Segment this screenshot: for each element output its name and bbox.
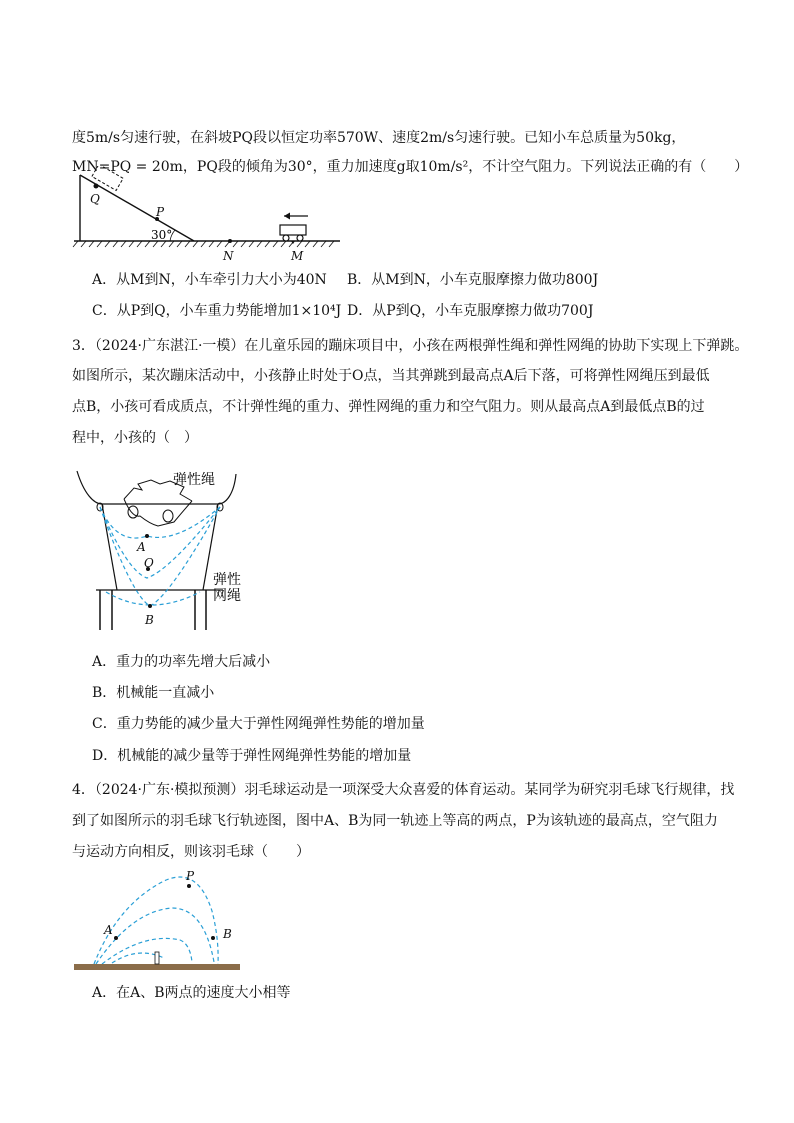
net-post [155, 952, 159, 964]
q3-text-line-1: 3．（2024·广东湛江·一模）在儿童乐园的蹦床项目中，小孩在两根弹性绳和弹性网绳的协助下实现上下弹跳。 [72, 338, 749, 354]
loop-right [163, 510, 173, 522]
q2-option-a: A．从M到N，小车牵引力大小为40N [92, 272, 327, 288]
ground-hatch [73, 241, 334, 247]
label-Q: Q [90, 192, 100, 206]
cart-wheel-right [297, 235, 303, 241]
label-M: M [291, 249, 304, 263]
q3-option-b: B．机械能一直减小 [92, 685, 215, 701]
q2-incline-figure [72, 166, 342, 264]
motion-arrow-head [284, 213, 290, 220]
q3-text-line-3: 点B，小孩可看成质点，不计弹性绳的重力、弹性网绳的重力和空气阻力。则从最高点A到最低点B的过 [72, 399, 705, 415]
label-N: N [223, 249, 234, 263]
q4-option-a: A．在A、B两点的速度大小相等 [92, 985, 291, 1001]
q2-option-b: B．从M到N，小车克服摩擦力做功800J [347, 272, 599, 288]
label-P: P [186, 869, 195, 883]
loop-left [128, 506, 138, 518]
elastic-ropes [100, 507, 220, 606]
q4-text-line-1: 4．（2024·广东·模拟预测）羽毛球运动是一项深受大众喜爱的体育运动。某同学为研究羽毛球飞行规律，找 [72, 782, 735, 798]
q3-trampoline-figure [72, 466, 252, 636]
label-P: P [156, 205, 165, 219]
label-rope: 弹性绳 [173, 472, 215, 488]
harness-outline [124, 499, 192, 526]
q3-text-line-2: 如图所示，某次蹦床活动中，小孩静止时处于O点，当其弹跳到最高点A后下落，可将弹性网绳压到最低 [72, 368, 710, 384]
ground-strip [74, 964, 240, 970]
label-O: O [144, 556, 154, 570]
point-B [148, 604, 152, 608]
q3-option-d: D．机械能的减少量等于弹性网绳弹性势能的增加量 [92, 748, 412, 764]
q2-text-line-1: 度5m/s匀速行驶，在斜坡PQ段以恒定功率570W、速度2m/s匀速行驶。已知小车总质量为50kg， [72, 130, 686, 146]
label-A: A [104, 923, 113, 937]
point-P [187, 884, 191, 888]
q2-text-line-2: MN=PQ = 20m，PQ段的倾角为30°，重力加速度g取10m/s²，不计空气阻力。下列说法正确的有（ ） [72, 159, 749, 175]
trajectories [94, 877, 218, 964]
point-B [211, 936, 215, 940]
label-net-2: 网绳 [213, 588, 241, 604]
point-Q [94, 184, 99, 189]
q3-option-c: C．重力势能的减少量大于弹性网绳弹性势能的增加量 [92, 716, 425, 732]
label-A: A [137, 540, 146, 554]
point-A [114, 936, 118, 940]
point-N [228, 239, 232, 243]
q2-option-c: C．从P到Q，小车重力势能增加1×10⁴J [92, 303, 342, 319]
point-A [145, 534, 149, 538]
cart-wheel-left [283, 235, 289, 241]
label-B: B [223, 927, 232, 941]
q4-text-line-2: 到了如图所示的羽毛球飞行轨迹图，图中A、B为同一轨迹上等高的两点，P为该轨迹的最高点，空气阻力 [72, 813, 718, 829]
q2-option-d: D．从P到Q，小车克服摩擦力做功700J [347, 303, 594, 319]
q4-text-line-3: 与运动方向相反，则该羽毛球（ ） [72, 844, 310, 860]
q3-text-line-4: 程中，小孩的（ ） [72, 430, 198, 446]
label-net-1: 弹性 [213, 572, 241, 588]
label-B: B [145, 613, 154, 627]
label-angle: 30° [151, 228, 173, 242]
q3-option-a: A．重力的功率先增大后减小 [92, 654, 271, 670]
q4-shuttlecock-figure [72, 866, 242, 974]
cart-body [280, 225, 306, 235]
